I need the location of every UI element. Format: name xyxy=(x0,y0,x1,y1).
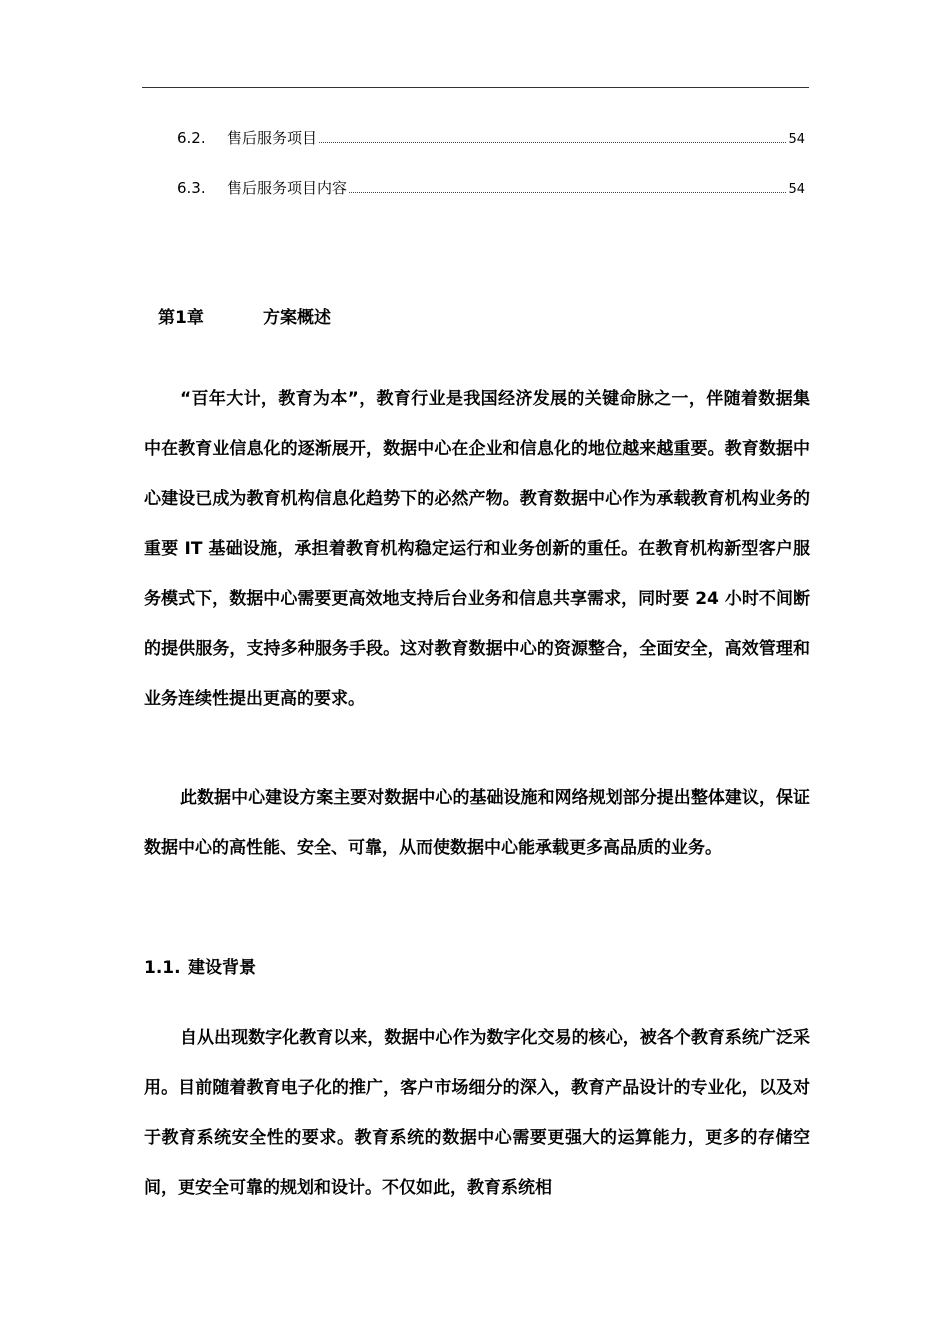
chapter-heading xyxy=(158,306,331,330)
toc-entry[interactable] xyxy=(177,178,805,200)
body-paragraph: 自从出现数字化教育以来，数据中心作为数字化交易的核心，被各个教育系统广泛采用。目前随着教育电子化的推广，客户市场细分的深入，教育产品设计的专业化，以及对于教育系统安全性的要求。教育系统的数据中心需要更强大的运算能力，更多的存储空间，更安全可靠的规划和设计。不仅如此，教育系统相 xyxy=(144,1028,810,1198)
section-title: 建设背景 xyxy=(188,958,256,978)
body-paragraph: “百年大计，教育为本”，教育行业是我国经济发展的关键命脉之一，伴随着数据集中在教育业信息化的逐渐展开，数据中心在企业和信息化的地位越来越重要。教育数据中心建设已成为教育机构信息化趋势下的必然产物。教育数据中心作为承载教育机构业务的重要 IT 基础设施，承担着教育机构稳定运行和业务创新的重任。在教育机构新型客户服务模式下，数据中心需要更高效地支持后台业务和信息共享需求，同时要 24 小时不间断的提供服务，支持多种服务手段。这对教育数据中心的资源整合，全面安全，高效管理和业务连续性提出更高的要求。 xyxy=(144,389,810,709)
body-paragraph: 此数据中心建设方案主要对数据中心的基础设施和网络规划部分提出整体建议，保证数据中心的高性能、安全、可靠，从而使数据中心能承载更多高品质的业务。 xyxy=(144,788,810,858)
section-heading xyxy=(144,956,256,980)
toc-entry[interactable] xyxy=(177,128,805,150)
chapter-title: 方案概述 xyxy=(263,308,331,328)
chapter-number: 第1章 xyxy=(158,308,204,328)
header-rule xyxy=(142,87,809,88)
toc-entry-page: 54 xyxy=(788,182,805,197)
toc-entry-number: 6.3. xyxy=(177,179,206,197)
toc-entry-page: 54 xyxy=(788,132,805,147)
toc-entry-title: 售后服务项目 xyxy=(227,129,318,147)
toc-entry-title: 售后服务项目内容 xyxy=(227,179,348,197)
toc-entry-number: 6.2. xyxy=(177,129,206,147)
toc-dot-leader xyxy=(349,192,786,193)
section-number: 1.1. xyxy=(144,958,181,978)
toc-dot-leader xyxy=(319,142,786,143)
